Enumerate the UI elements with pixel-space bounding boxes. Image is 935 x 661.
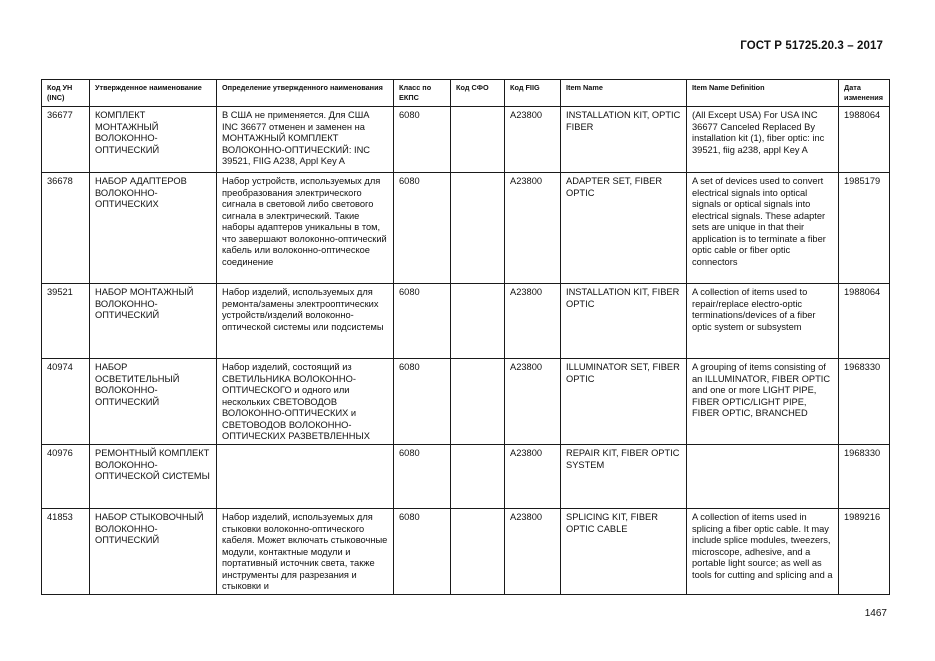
cell-class: 6080	[394, 284, 451, 359]
cell-fiig: A23800	[505, 445, 561, 509]
cell-item-name: INSTALLATION KIT, OPTIC FIBER	[561, 107, 687, 173]
cell-code: 36677	[42, 107, 90, 173]
cell-date: 1989216	[839, 509, 890, 595]
cell-fiig: A23800	[505, 359, 561, 445]
cell-code: 36678	[42, 173, 90, 284]
cell-date: 1988064	[839, 284, 890, 359]
cell-code: 40974	[42, 359, 90, 445]
cell-name: РЕМОНТНЫЙ КОМПЛЕКТ ВОЛОКОННО-ОПТИЧЕСКОЙ СИСТЕМЫ	[90, 445, 217, 509]
cell-class: 6080	[394, 107, 451, 173]
col-header-code: Код УН (INC)	[42, 80, 90, 107]
cell-definition	[217, 445, 394, 509]
table-row	[42, 509, 890, 595]
cell-name: НАБОР ОСВЕТИТЕЛЬНЫЙ ВОЛОКОННО-ОПТИЧЕСКИЙ	[90, 359, 217, 445]
col-header-fiig: Код FIIG	[505, 80, 561, 107]
cell-code: 39521	[42, 284, 90, 359]
cell-item-name: INSTALLATION KIT, FIBER OPTIC	[561, 284, 687, 359]
cell-class: 6080	[394, 173, 451, 284]
cell-name: НАБОР СТЫКОВОЧНЫЙ ВОЛОКОННО-ОПТИЧЕСКИЙ	[90, 509, 217, 595]
cell-item-name: ILLUMINATOR SET, FIBER OPTIC	[561, 359, 687, 445]
cell-definition: Набор изделий, используемых для ремонта/замены электрооптических устройств/изделий волоконно-оптической системы или подсистемы	[217, 284, 394, 359]
cell-sfo	[451, 173, 505, 284]
cell-date: 1968330	[839, 445, 890, 509]
cell-item-name: REPAIR KIT, FIBER OPTIC SYSTEM	[561, 445, 687, 509]
cell-item-definition: A collection of items used to repair/replace electro-optic terminations/devices of a fiber optic system or subsystem	[687, 284, 839, 359]
catalog-table	[41, 79, 890, 595]
cell-class: 6080	[394, 445, 451, 509]
cell-name: НАБОР АДАПТЕРОВ ВОЛОКОННО-ОПТИЧЕСКИХ	[90, 173, 217, 284]
cell-class: 6080	[394, 359, 451, 445]
cell-sfo	[451, 359, 505, 445]
cell-definition: В США не применяется. Для США INC 36677 отменен и заменен на МОНТАЖНЫЙ КОМПЛЕКТ ВОЛОКОННО-ОПТИЧЕСКИЙ: INC 39521, FIIG A238, Appl Key A	[217, 107, 394, 173]
cell-date: 1968330	[839, 359, 890, 445]
page-number: 1467	[864, 608, 887, 619]
cell-name: КОМПЛЕКТ МОНТАЖНЫЙ ВОЛОКОННО-ОПТИЧЕСКИЙ	[90, 107, 217, 173]
cell-fiig: A23800	[505, 107, 561, 173]
cell-item-definition: (All Except USA) For USA INC 36677 Canceled Replaced By installation kit (1), fiber optic: inc 39521, fiig a238, appl Key A	[687, 107, 839, 173]
table-row	[42, 107, 890, 173]
table-row	[42, 173, 890, 284]
cell-fiig: A23800	[505, 284, 561, 359]
col-header-date: Дата изменения	[839, 80, 890, 107]
cell-item-name: ADAPTER SET, FIBER OPTIC	[561, 173, 687, 284]
cell-class: 6080	[394, 509, 451, 595]
cell-date: 1985179	[839, 173, 890, 284]
col-header-item-definition: Item Name Definition	[687, 80, 839, 107]
col-header-definition: Определение утвержденного наименования	[217, 80, 394, 107]
cell-item-name: SPLICING KIT, FIBER OPTIC CABLE	[561, 509, 687, 595]
cell-item-definition: A collection of items used in splicing a fiber optic cable. It may include splice modules, tweezers, microscope, adhesive, and a portable light source; as well as tools for cutting and splicing and a	[687, 509, 839, 595]
cell-definition: Набор изделий, используемых для стыковки волоконно-оптического кабеля. Может включать стыковочные модули, контактные модули и портативный источник света, также инструменты для разрезания и стыковки и	[217, 509, 394, 595]
col-header-name: Утвержденное наименование	[90, 80, 217, 107]
cell-definition: Набор устройств, используемых для преобразования электрического сигнала в световой либо светового сигнала в электрический. Такие наборы адаптеров уникальны в том, что завершают волоконно-оптический кабель или волоконно-оптическое соединение	[217, 173, 394, 284]
cell-sfo	[451, 445, 505, 509]
cell-definition: Набор изделий, состоящий из СВЕТИЛЬНИКА ВОЛОКОННО-ОПТИЧЕСКОГО и одного или нескольких СВЕТОВОДОВ ВОЛОКОННО-ОПТИЧЕСКИХ и СВЕТОВОДОВ ВОЛОКОННО-ОПТИЧЕСКИХ РАЗВЕТВЛЕННЫХ	[217, 359, 394, 445]
document-code: ГОСТ Р 51725.20.3 – 2017	[740, 40, 883, 52]
cell-item-definition: A set of devices used to convert electrical signals into optical signals or optical signals into electrical signals. These adapter sets are unique in that their application is to terminate a fiber optic cable or fiber optic connectors	[687, 173, 839, 284]
cell-fiig: A23800	[505, 509, 561, 595]
cell-item-definition	[687, 445, 839, 509]
table-row	[42, 445, 890, 509]
cell-sfo	[451, 509, 505, 595]
col-header-sfo: Код СФО	[451, 80, 505, 107]
cell-sfo	[451, 107, 505, 173]
cell-sfo	[451, 284, 505, 359]
cell-item-definition: A grouping of items consisting of an ILLUMINATOR, FIBER OPTIC and one or more LIGHT PIPE, FIBER OPTIC/LIGHT PIPE, FIBER OPTIC, BRANCHED	[687, 359, 839, 445]
cell-code: 40976	[42, 445, 90, 509]
table-row	[42, 284, 890, 359]
table-header-row	[42, 80, 890, 107]
cell-code: 41853	[42, 509, 90, 595]
col-header-class: Класс по ЕКПС	[394, 80, 451, 107]
col-header-item-name: Item Name	[561, 80, 687, 107]
cell-name: НАБОР МОНТАЖНЫЙ ВОЛОКОННО-ОПТИЧЕСКИЙ	[90, 284, 217, 359]
cell-fiig: A23800	[505, 173, 561, 284]
table-row	[42, 359, 890, 445]
cell-date: 1988064	[839, 107, 890, 173]
